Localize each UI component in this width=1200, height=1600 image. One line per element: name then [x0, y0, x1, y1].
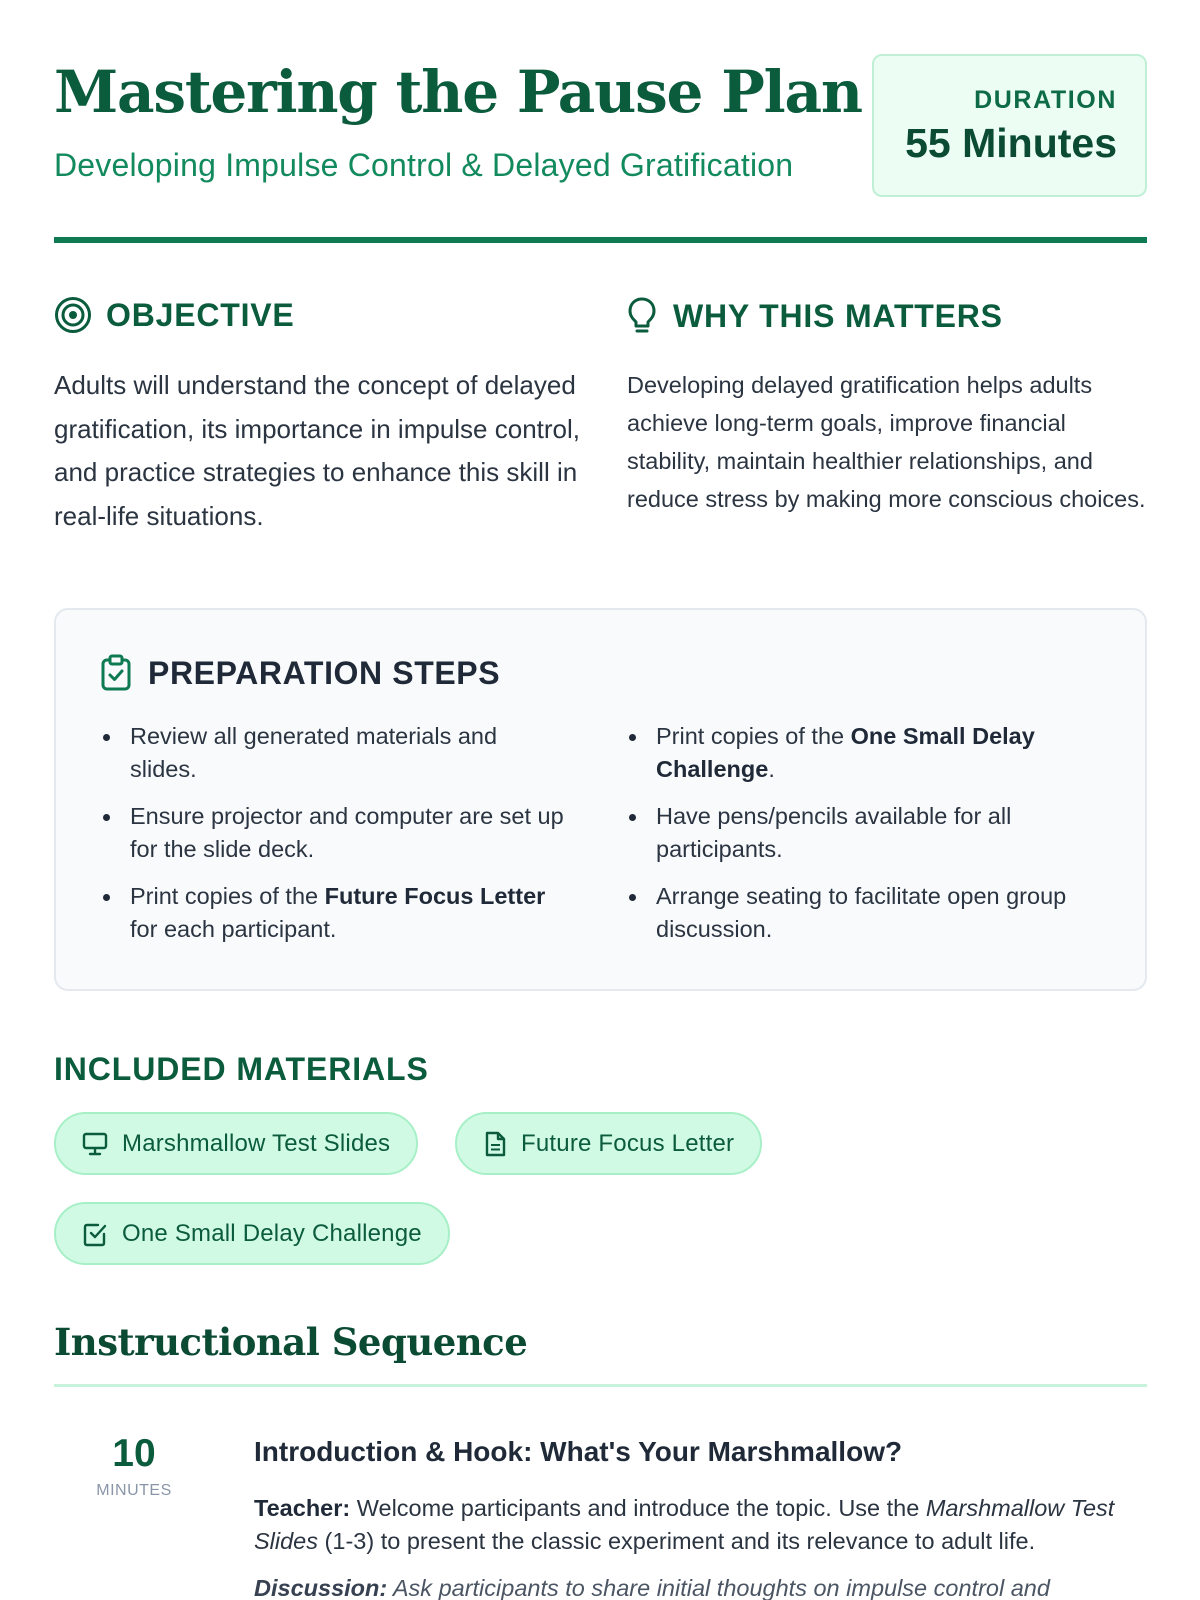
- lightbulb-icon: [627, 296, 657, 336]
- material-chip-label: Marshmallow Test Slides: [122, 1129, 391, 1157]
- why-text: Developing delayed gratification helps adults achieve long-term goals, improve financial stability, maintain healthier relationships, and reduce stress by making more conscious choices.: [627, 372, 1146, 512]
- list-item: Ensure projector and computer are set up for the slide deck.: [100, 800, 570, 866]
- list-item: Print copies of the Future Focus Letter for each participant.: [100, 880, 570, 946]
- duration-card: [872, 54, 1147, 197]
- objective-heading-label: OBJECTIVE: [106, 296, 295, 333]
- presentation-icon: [82, 1131, 108, 1157]
- step-body: [254, 1424, 1147, 1600]
- list-item: Print copies of the One Small Delay Challenge.: [626, 720, 1116, 786]
- step-teacher-text: Teacher: Welcome participants and introduce the topic. Use the Marshmallow Test Slides (1-3) to present the classic experiment and its relevance to adult life.: [254, 1495, 1115, 1554]
- list-item: Arrange seating to facilitate open group discussion.: [626, 880, 1116, 946]
- why-heading: [627, 296, 1147, 336]
- preparation-list-left: [100, 720, 570, 960]
- sequence-heading: Instructional Sequence: [54, 1320, 528, 1364]
- material-chip-challenge[interactable]: [54, 1202, 450, 1265]
- preparation-heading-label: PREPARATION STEPS: [148, 654, 501, 691]
- target-icon: [54, 296, 92, 334]
- header: [54, 0, 1147, 244]
- header-divider: [54, 237, 1147, 243]
- objective-section: [54, 296, 584, 538]
- preparation-list-right: [626, 720, 1116, 960]
- why-section: [627, 296, 1147, 518]
- step-minutes: 10: [112, 1432, 156, 1475]
- objective-heading: [54, 296, 584, 334]
- checkbox-icon: [82, 1221, 108, 1247]
- step-minutes-unit: MINUTES: [96, 1482, 172, 1499]
- why-heading-label: WHY THIS MATTERS: [673, 297, 1003, 334]
- duration-label: DURATION: [974, 86, 1117, 114]
- lesson-plan-page: [54, 0, 1147, 1600]
- preparation-panel: [54, 608, 1147, 991]
- material-chip-letter[interactable]: [455, 1112, 762, 1175]
- material-chip-slides[interactable]: [54, 1112, 418, 1175]
- preparation-heading: [100, 654, 500, 692]
- page-subtitle: Developing Impulse Control & Delayed Gratification: [54, 147, 794, 183]
- step-title: Introduction & Hook: What's Your Marshmallow?: [254, 1436, 903, 1467]
- step-duration: [54, 1432, 214, 1500]
- step-discussion-text: Discussion: Ask participants to share initial thoughts on impulse control and: [254, 1575, 1050, 1600]
- materials-heading: INCLUDED MATERIALS: [54, 1051, 429, 1087]
- page-title: Mastering the Pause Plan: [54, 58, 862, 126]
- document-icon: [483, 1131, 507, 1157]
- material-chip-label: One Small Delay Challenge: [122, 1219, 422, 1247]
- sequence-divider: [54, 1384, 1147, 1387]
- clipboard-check-icon: [100, 654, 132, 692]
- objective-text: Adults will understand the concept of delayed gratification, its importance in impulse control, and practice strategies to enhance this skill in real-life situations.: [54, 370, 581, 531]
- duration-value: 55 Minutes: [905, 120, 1117, 166]
- list-item: Review all generated materials and slides.: [100, 720, 570, 786]
- material-chip-label: Future Focus Letter: [521, 1129, 735, 1157]
- list-item: Have pens/pencils available for all participants.: [626, 800, 1116, 866]
